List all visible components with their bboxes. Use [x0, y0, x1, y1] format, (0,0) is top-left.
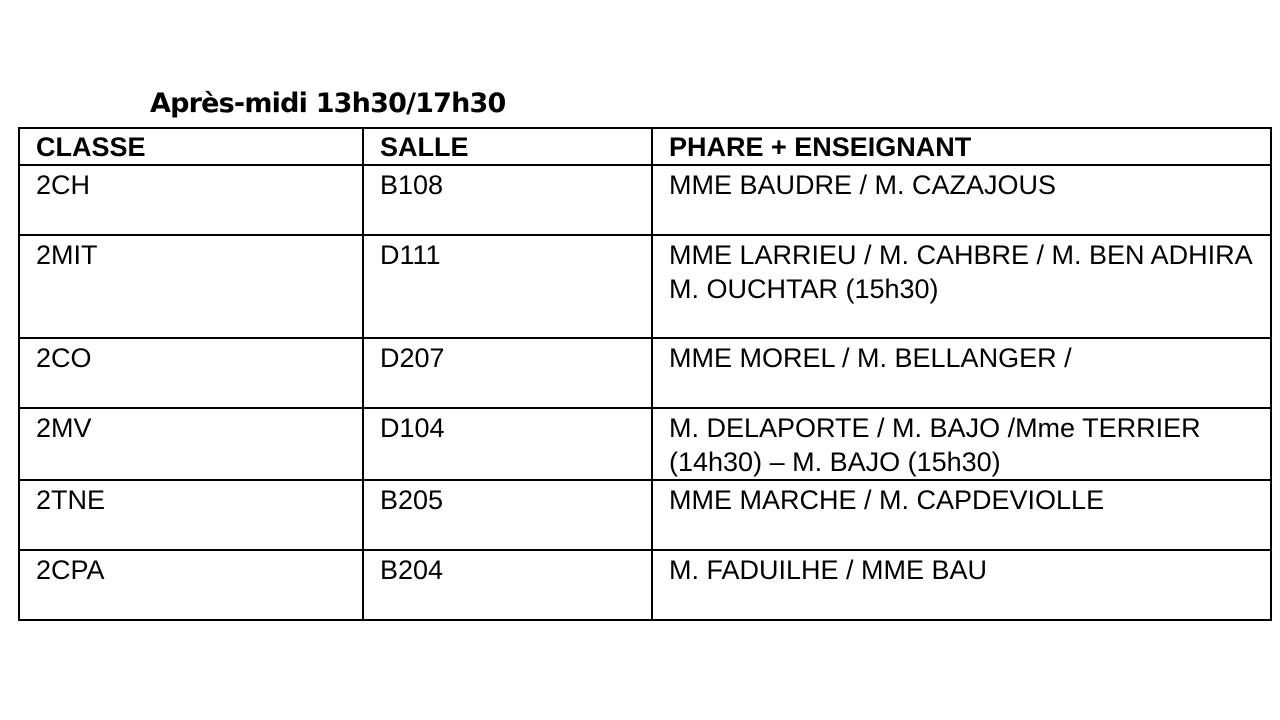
cell-classe: 2CO [19, 338, 363, 408]
cell-salle: D111 [363, 235, 652, 338]
cell-classe: 2MIT [19, 235, 363, 338]
table-row [19, 408, 1271, 480]
cell-salle: B205 [363, 480, 652, 550]
table-header-row [19, 128, 1271, 165]
cell-enseignants: MME BAUDRE / M. CAZAJOUS [652, 165, 1271, 235]
table-row [19, 550, 1271, 620]
table-row [19, 480, 1271, 550]
cell-classe: 2MV [19, 408, 363, 480]
cell-salle: D207 [363, 338, 652, 408]
cell-classe: 2CH [19, 165, 363, 235]
table-row [19, 235, 1271, 338]
table-row [19, 165, 1271, 235]
cell-salle: B204 [363, 550, 652, 620]
table-row [19, 338, 1271, 408]
page-title: Après-midi 13h30/17h30 [150, 88, 506, 119]
cell-enseignants: MME MARCHE / M. CAPDEVIOLLE [652, 480, 1271, 550]
cell-classe: 2CPA [19, 550, 363, 620]
cell-salle: D104 [363, 408, 652, 480]
cell-enseignants: M. FADUILHE / MME BAU [652, 550, 1271, 620]
cell-enseignants: M. DELAPORTE / M. BAJO /Mme TERRIER (14h30) – M. BAJO (15h30) [652, 408, 1271, 480]
cell-salle: B108 [363, 165, 652, 235]
cell-enseignants: MME MOREL / M. BELLANGER / [652, 338, 1271, 408]
column-header-salle: SALLE [363, 128, 652, 165]
cell-classe: 2TNE [19, 480, 363, 550]
column-header-phare-enseignant: PHARE + ENSEIGNANT [652, 128, 1271, 165]
schedule-table [18, 127, 1272, 621]
cell-enseignants: MME LARRIEU / M. CAHBRE / M. BEN ADHIRA M. OUCHTAR (15h30) [652, 235, 1271, 338]
column-header-classe: CLASSE [19, 128, 363, 165]
